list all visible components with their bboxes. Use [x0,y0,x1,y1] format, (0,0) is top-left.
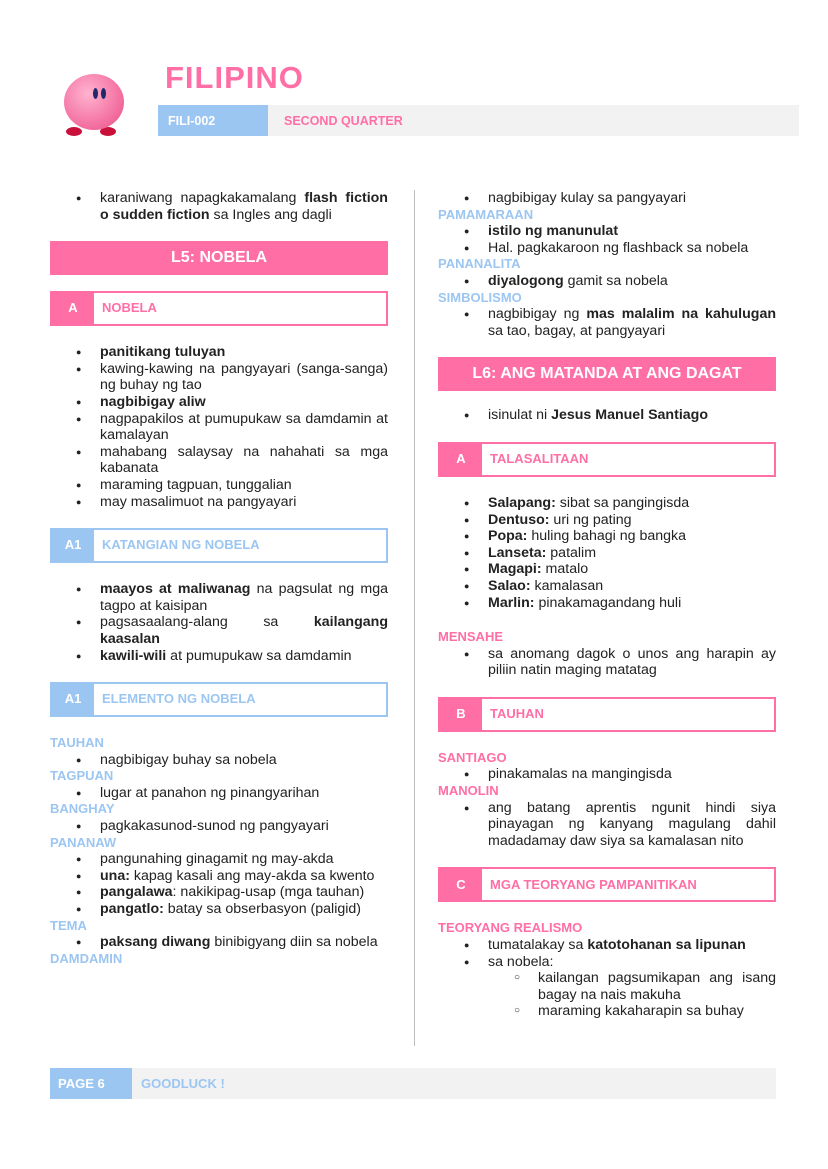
list-item [438,766,776,783]
list-item [438,407,776,424]
text: patalim [546,544,597,561]
bold-text: Salao: [488,577,531,594]
bold-text: Magapi: [488,561,542,578]
text: lugar at panahon ng pinangyarihan [100,784,320,801]
term-label: BANGHAY [50,801,115,817]
term-label: TEORYANG REALISMO [438,920,583,936]
term-label: DAMDAMIN [50,950,123,966]
right-column [438,190,776,1020]
text: na pagsulat ng mga tagpo at kaisipan [100,581,388,614]
bold-text: kawili-wili [100,647,167,664]
text: matalo [541,561,589,578]
text: may masalimuot na pangyayari [100,493,297,510]
bold-text: Dentuso: [488,511,550,528]
text: ang batang aprentis ngunit hindi siya pinayagan ng kanyang magulang dahil madadamay daw siya sa kamalasan nito [488,799,776,849]
mascot-icon [64,74,126,134]
text: gamit sa nobela [563,272,668,289]
footer-bar [50,1068,776,1099]
list-item [50,884,388,901]
text: kamalasan [530,577,604,594]
quarter-label: SECOND QUARTER [284,113,403,128]
section-letter: A [52,293,94,324]
list-item [50,901,388,918]
text: isinulat ni [488,407,552,424]
bold-text: Jesus Manuel Santiago [551,407,708,424]
term-label: SANTIAGO [438,749,507,765]
text: mahabang salaysay na nahahati sa mga kabanata [100,443,388,477]
text: nagbibigay ng [488,306,587,323]
text: karaniwang napagkakamalang [100,190,305,206]
list-item [50,581,388,614]
text: kapag kasali ang may-akda sa kwento [129,867,375,884]
bold-text: mas malalim na kahulugan [586,306,777,323]
text: pinakamagandang huli [534,594,682,611]
bold-text: Marlin: [488,594,535,611]
section-heading [438,442,776,477]
list-item [438,646,776,679]
bold-text: panitikang tuluyan [100,344,226,361]
term-label: MANOLIN [438,783,499,799]
text: kawing-kawing na pangyayari (sanga-sanga) ng buhay ng tao [100,360,388,394]
text: uri ng pating [549,511,632,528]
text: huling bahagi ng bangka [527,528,686,545]
bold-text: nagbibigay aliw [100,393,206,410]
bold-text: Salapang: [488,494,556,511]
list-item [438,190,776,207]
section-letter: A [440,444,482,475]
section-heading [50,291,388,326]
list-item [50,444,388,477]
list-item [50,648,388,665]
bold-text: pangalawa [100,884,173,901]
text: kailangan pagsumikapan ang isang bagay na nais makuha [538,970,776,1003]
list-item [438,561,776,578]
list-item [438,306,776,339]
bold-text: diyalogong [488,272,564,289]
text: binibigyang diin sa nobela [210,934,378,951]
section-heading [438,867,776,902]
text: sa Ingles ang dagli [209,206,332,223]
section-title: NOBELA [102,300,157,316]
term-label: TEMA [50,917,87,933]
text: sa anomang dagok o unos ang harapin ay piliin natin maging matatag [488,645,776,679]
text: pinakamalas na mangingisda [488,766,672,783]
text: nagpapakilos at pumupukaw sa damdamin at kamalayan [100,410,388,444]
list-item [50,868,388,885]
course-code: FILI-002 [158,105,268,136]
list-item [50,344,388,361]
list-item [438,578,776,595]
spacer [438,679,776,697]
text: sa nobela: [488,953,554,970]
list-item [438,595,776,612]
list-item [50,934,388,951]
spacer [438,611,776,629]
page-number: PAGE 6 [50,1068,132,1099]
text: at pumupukaw sa damdamin [166,647,352,664]
bold-text: Popa: [488,528,528,545]
list-item [50,394,388,411]
section-letter: A1 [52,684,94,715]
bold-text: paksang diwang [100,934,211,951]
text: pagkakasunod-sunod ng pangyayari [100,818,329,835]
header-bar [158,105,799,136]
list-item [438,800,776,850]
section-title: KATANGIAN NG NOBELA [102,537,260,553]
list-item [50,614,388,647]
section-letter: A1 [52,530,94,561]
list-item [438,240,776,257]
text: pagsasaalang-alang sa [100,614,314,631]
footer-note: GOODLUCK ! [141,1076,225,1091]
text: nagbibigay buhay sa nobela [100,751,277,768]
bold-text: maayos at maliwanag [100,581,251,598]
section-heading [50,682,388,717]
list-item [50,190,388,223]
bold-text: katotohanan sa lipunan [587,937,746,954]
spacer [50,664,388,682]
text: Hal. pagkakaroon ng flashback sa nobela [488,239,749,256]
text: sibat sa pangingisda [555,494,690,511]
spacer [50,510,388,528]
bold-text: istilo ng manunulat [488,223,619,240]
spacer [438,849,776,867]
text: sa tao, bagay, at pangyayari [488,322,666,339]
list-item [50,785,388,802]
text: maraming kakaharapin sa buhay [538,1003,744,1020]
list-item [50,494,388,511]
term-label: TAUHAN [50,735,104,751]
list-item [50,818,388,835]
list-item [438,937,776,954]
bold-text: una: [100,867,130,884]
list-item [438,970,776,1003]
section-letter: B [440,699,482,730]
text: nagbibigay kulay sa pangyayari [488,190,686,206]
list-item [438,223,776,240]
term-label: MENSAHE [438,629,504,645]
bold-text: Lanseta: [488,544,547,561]
section-title: ELEMENTO NG NOBELA [102,691,256,707]
list-item [438,495,776,512]
term-label: TAGPUAN [50,768,114,784]
section-title: TAUHAN [490,706,544,722]
term-label: PANANAW [50,834,117,850]
column-divider [414,190,415,1046]
term-label: PAMAMARAAN [438,206,534,222]
lesson-heading: L6: ANG MATANDA AT ANG DAGAT [438,357,776,391]
spacer [438,424,776,442]
list-item [50,851,388,868]
list-item [438,273,776,290]
section-title: TALASALITAAN [490,451,589,467]
section-heading [438,697,776,732]
list-item [50,361,388,394]
section-letter: C [440,869,482,900]
list-item [438,1003,776,1020]
section-title: MGA TEORYANG PAMPANITIKAN [490,876,697,892]
list-item [50,411,388,444]
list-item [438,512,776,529]
list-item [50,752,388,769]
list-item [438,954,776,971]
bold-text: flash fiction o sudden fiction [100,190,388,223]
text: : nakikipag-usap (mga tauhan) [172,884,365,901]
bold-text: pangatlo: [100,901,164,918]
term-label: SIMBOLISMO [438,289,522,305]
section-heading [50,528,388,563]
term-label: PANANALITA [438,256,521,272]
left-column [50,190,388,967]
text: pangunahing ginagamit ng may-akda [100,851,334,868]
document-title: FILIPINO [165,60,304,95]
list-item [50,477,388,494]
bold-text: kailangang kaasalan [100,614,388,647]
lesson-heading: L5: NOBELA [50,241,388,275]
list-item [438,528,776,545]
text: maraming tagpuan, tunggalian [100,476,292,493]
list-item [438,545,776,562]
text: batay sa obserbasyon (paligid) [163,901,362,918]
text: tumatalakay sa [488,937,588,954]
